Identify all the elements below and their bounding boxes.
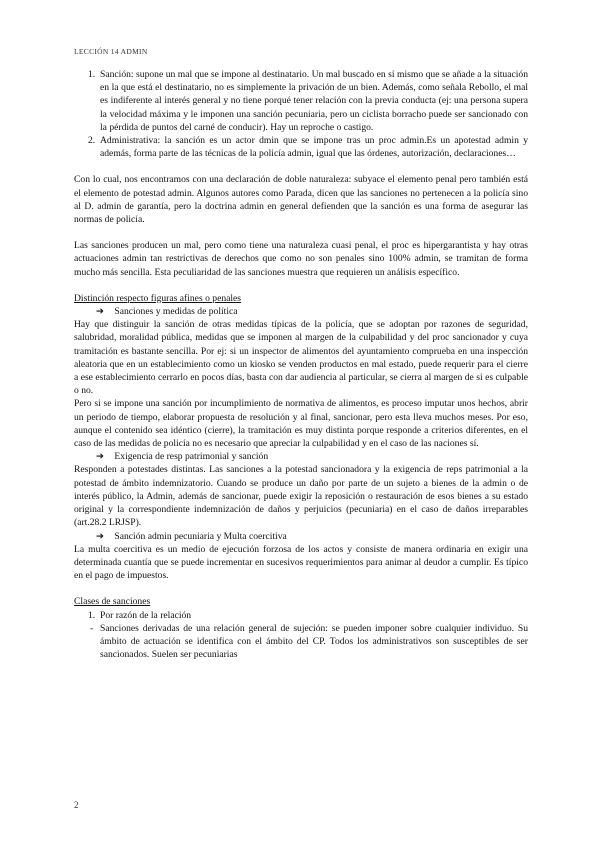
paragraph: Responden a potestades distintas. Las sanciones a la potestad sancionadora y la exigencia de reps patrimonial a la potestad de ámbito indemnizatorio. Cuando se produce un daño por parte de un sujeto a bienes de la admin o de interés público, la Admin, además de sancionar, puede exigir la reposición o restauración de esos bienes a su estado original y la correspondiente indemnización de daños y perjuicios (pecuniaria) en el caso de daños irreparables (art.28.2 LRJSP). [74,464,528,529]
list-number: 1. [88,69,96,80]
list-item-text: Administrativa: la sanción es un actor dmin que se impone tras un proc admin.Es un apotestad admin y además, forma parte de las técnicas de la policía admin, igual que las órdenes, autorización, declaraciones… [100,135,528,160]
paragraph: Las sanciones producen un mal, pero como tiene una naturaleza cuasi penal, el proc es hipergarantista y hay otras actuaciones admin tan restrictivas de derechos que como no son penales sino 100% admin, se tramitan de forma mucho más sencilla. Esta peculiaridad de las sanciones muestra que requieren un análisis específico. [74,240,528,278]
page-content [74,68,528,661]
paragraph: Hay que distinguir la sanción de otras medidas típicas de la policía, que se adoptan por razones de seguridad, salubridad, moralidad pública, medidas que se imponen al margen de la culpabilidad y del proc sancionador y cuya tramitación es bastante sencilla. Por ej: si un inspector de alimentos del ayuntamiento comprueba en una inspección aleatoria que en un establecimiento como un kiosko se venden productos en mal estado, puede requerir para el cierre a ese establecimiento cerrarlo en pocos días, basta con dar audiencia al particular, se cierra al margen de si es culpable o no. [74,319,528,397]
list-item-text: Sanción: supone un mal que se impone al destinatario. Un mal buscado en sí mismo que se añade a la situación en la que está el destinatario, no es simplemente la privación de un bien. Además, como señala Rebollo, el mal es indiferente al interés general y no tiene porqué tener relación con la previa conducta (ej: una persona supera la velocidad máxima y le imponen una sanción pecuniaria, pero un ciclista borracho puede ser sancionado con la pérdida de puntos del carné de conducir). Hay un reproche o castigo. [100,69,528,133]
list-number: 2. [88,135,96,147]
list-item-text: Por razón de la relación [100,609,192,621]
dash-item-text: Sanciones derivadas de una relación general de sujeción: se pueden imponer sobre cualquier individuo. Su ámbito de actuación se identifica con el ámbito del CP. Todos los administrativos son susceptibles de ser sancionados. Suelen ser pecuniarias [100,622,528,661]
section-heading: Distinción respecto figuras afines o penales [74,292,242,304]
subheading [74,450,528,463]
page-header: LECCIÓN 14 ADMIN [74,47,148,56]
list-item [74,134,528,160]
subheading-text: Exigencia de resp patrimonial y sanción [114,451,269,463]
subheading [74,305,528,318]
list-item [74,68,528,134]
dash-item [74,622,528,662]
dash-bullet: - [90,622,94,634]
arrow-icon: ➔ [96,306,105,318]
arrow-icon: ➔ [96,451,105,463]
arrow-icon: ➔ [96,530,105,542]
list-number: 1. [88,609,96,621]
page-number: 2 [74,800,79,810]
subheading-text: Sanción admin pecuniaria y Multa coercitiva [114,530,287,542]
paragraph: Pero si se impone una sanción por incumplimiento de normativa de alimentos, es proceso imputar unos hechos, abrir un periodo de tiempo, elaborar propuesta de resolución y al final, sancionar, pero esta lleva muchos meses. Por eso, aunque el contenido sea idéntico (cierre), la tramitación es muy distinta porque responde a criterios diferentes, en el caso de las medidas de policía no es necesario que apreciar la culpabilidad y en el caso de las naciones sí. [74,398,528,450]
definition-list [74,68,528,160]
subheading [74,530,528,543]
section-heading: Clases de sanciones [74,596,151,608]
list-item [74,609,528,622]
paragraph: Con lo cual, nos encontramos con una declaración de doble naturaleza: subyace el elemento penal pero también está el elemento de potestad admin. Algunos autores como Parada, dicen que las sanciones no pertenecen a la policía sino al D. admin de garantía, pero la doctrina admin en general defienden que la sanción es una forma de asegurar las normas de policía. [74,174,528,226]
paragraph: La multa coercitiva es un medio de ejecución forzosa de los actos y consiste de manera ordinaria en exigir una determinada cuantía que se puede incrementar en sucesivos requerimientos para animar al deudor a cumplir. Es típico en el pago de impuestos. [74,543,528,582]
subheading-text: Sanciones y medidas de política [114,306,238,318]
